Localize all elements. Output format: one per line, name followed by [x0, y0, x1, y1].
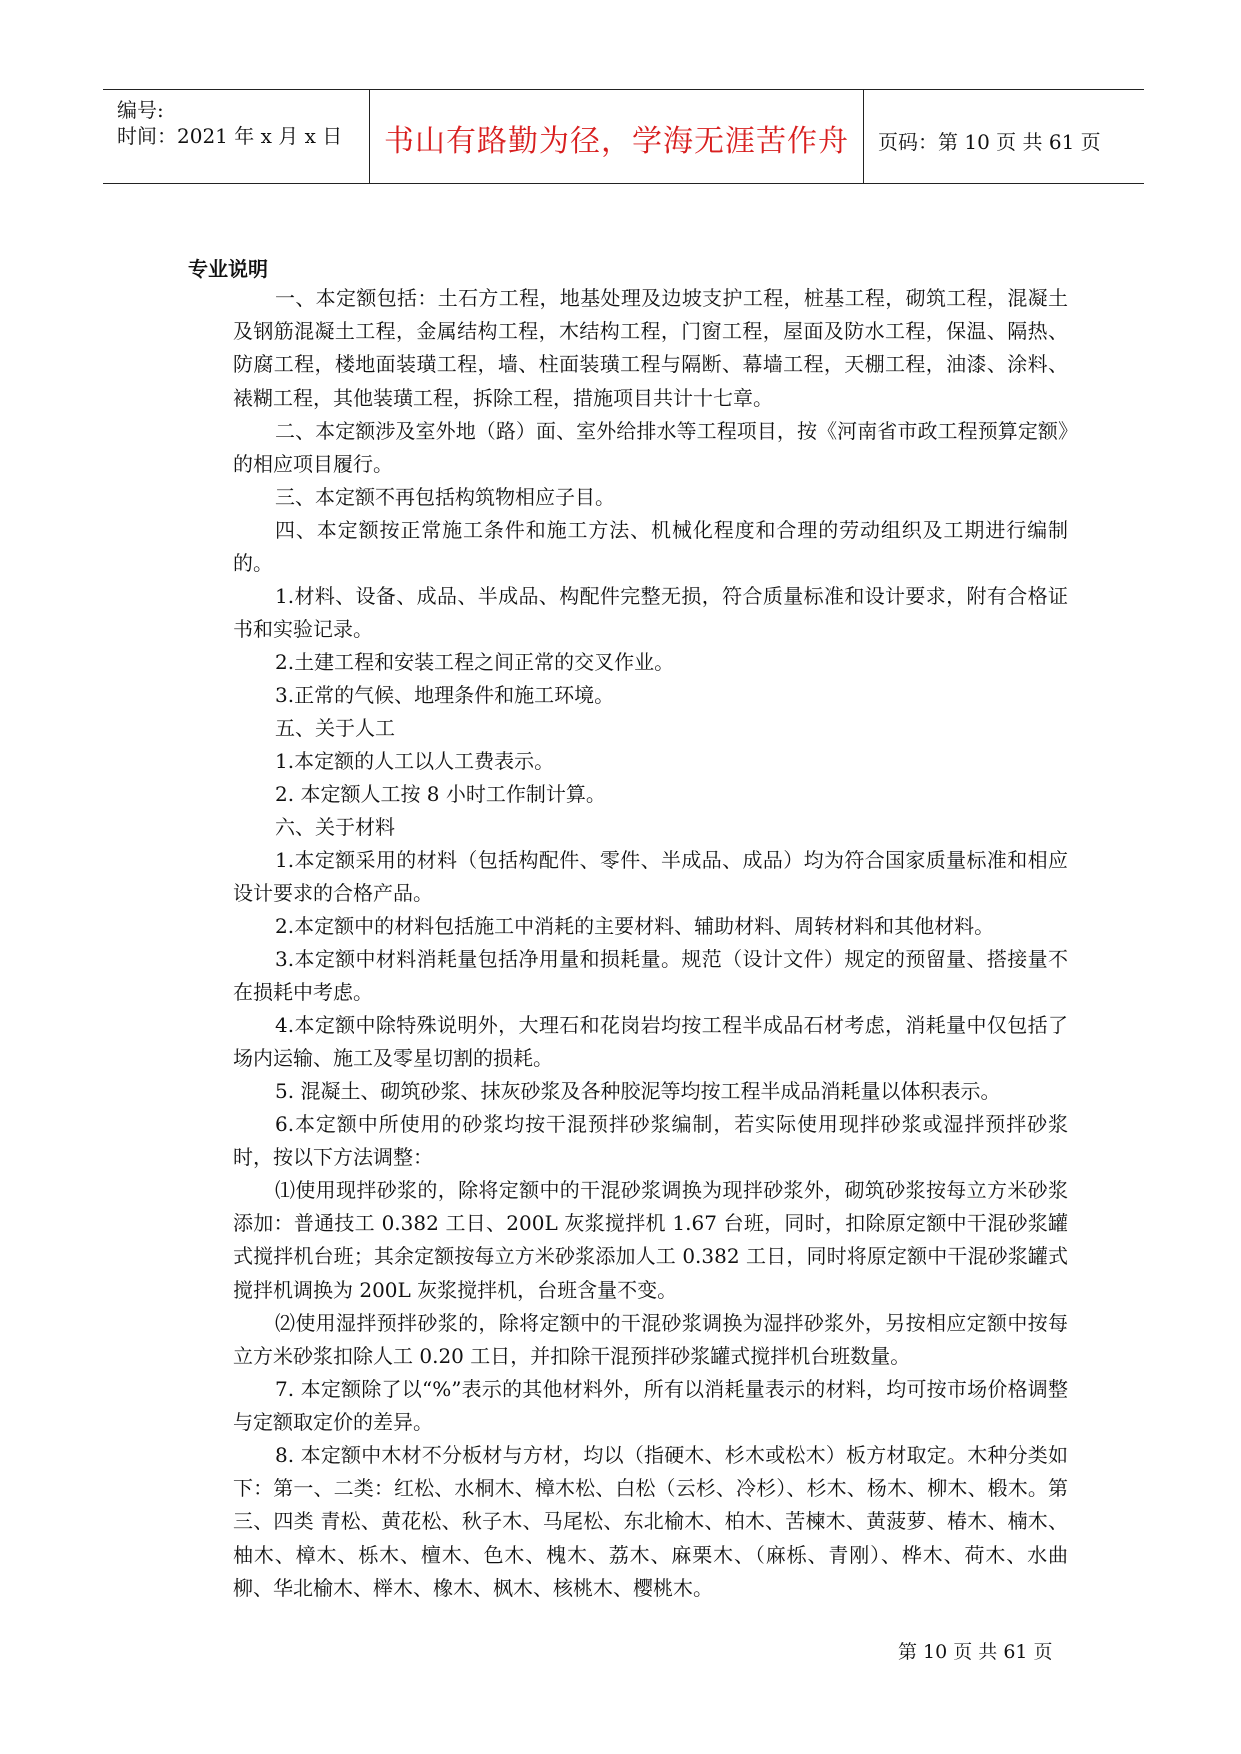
paragraph: 6.本定额中所使用的砂浆均按干混预拌砂浆编制，若实际使用现拌砂浆或湿拌预拌砂浆时，按以下方法调整：	[233, 1112, 1068, 1170]
paragraph: 7. 本定额除了以“%”表示的其他材料外，所有以消耗量表示的材料，均可按市场价格调整与定额取定价的差异。	[233, 1377, 1068, 1435]
header-info-cell	[103, 90, 370, 183]
paragraph: 一、本定额包括：土石方工程，地基处理及边坡支护工程，桩基工程，砌筑工程，混凝土及钢筋混凝土工程，金属结构工程，木结构工程，门窗工程，屋面及防水工程，保温、隔热、防腐工程，楼地面装璜工程，墙、柱面装璜工程与隔断、幕墙工程，天棚工程，油漆、涂料、裱糊工程，其他装璜工程，拆除工程，措施项目共计十七章。	[233, 286, 1068, 410]
document-time-label: 时间：2021 年 x 月 x 日	[117, 124, 343, 148]
paragraph: 4.本定额中除特殊说明外，大理石和花岗岩均按工程半成品石材考虑，消耗量中仅包括了场内运输、施工及零星切割的损耗。	[233, 1013, 1068, 1071]
header-page-code: 页码：第 10 页 共 61 页	[878, 130, 1101, 154]
paragraph: 二、本定额涉及室外地（路）面、室外给排水等工程项目，按《河南省市政工程预算定额》的相应项目履行。	[233, 419, 1068, 477]
paragraph: 2.土建工程和安装工程之间正常的交叉作业。	[275, 650, 675, 674]
paragraph: 六、关于材料	[275, 815, 395, 839]
section-title: 专业说明	[188, 257, 268, 281]
paragraph: 1.本定额采用的材料（包括构配件、零件、半成品、成品）均为符合国家质量标准和相应设计要求的合格产品。	[233, 848, 1068, 906]
page-footer: 第 10 页 共 61 页	[898, 1641, 1053, 1663]
paragraph: 四、本定额按正常施工条件和施工方法、机械化程度和合理的劳动组织及工期进行编制的。	[233, 518, 1068, 576]
paragraph: 1.本定额的人工以人工费表示。	[275, 749, 555, 773]
paragraph: 5. 混凝土、砌筑砂浆、抹灰砂浆及各种胶泥等均按工程半成品消耗量以体积表示。	[275, 1079, 1001, 1103]
header-motto: 书山有路勤为径，学海无涯苦作舟	[384, 124, 849, 159]
paragraph: 8. 本定额中木材不分板材与方材，均以（指硬木、杉木或松木）板方材取定。木种分类如下：第一、二类：红松、水桐木、樟木松、白松（云杉、冷杉）、杉木、杨木、柳木、椴木。第三、四类 青松、黄花松、秋子木、马尾松、东北榆木、柏木、苦楝木、黄菠萝、椿木、楠木、柚木、樟木、栎木、檀木、色木、槐木、荔木、麻栗木、（麻栎、青刚）、桦木、荷木、水曲柳、华北榆木、榉木、橡木、枫木、核桃木、樱桃木。	[233, 1443, 1068, 1600]
paragraph: ⑵使用湿拌预拌砂浆的，除将定额中的干混砂浆调换为湿拌砂浆外，另按相应定额中按每立方米砂浆扣除人工 0.20 工日，并扣除干混预拌砂浆罐式搅拌机台班数量。	[233, 1311, 1068, 1369]
header-page-cell	[864, 90, 1144, 183]
paragraph: 三、本定额不再包括构筑物相应子目。	[275, 485, 615, 509]
paragraph: ⑴使用现拌砂浆的，除将定额中的干混砂浆调换为现拌砂浆外，砌筑砂浆按每立方米砂浆添加：普通技工 0.382 工日、200L 灰浆搅拌机 1.67 台班，同时，扣除原定额中干混砂浆罐式搅拌机台班；其余定额按每立方米砂浆添加人工 0.382 工日，同时将原定额中干混砂浆罐式搅拌机调换为 200L 灰浆搅拌机，台班含量不变。	[233, 1178, 1068, 1302]
paragraph: 3.正常的气候、地理条件和施工环境。	[275, 683, 615, 707]
paragraph: 3.本定额中材料消耗量包括净用量和损耗量。规范（设计文件）规定的预留量、搭接量不在损耗中考虑。	[233, 947, 1068, 1005]
document-number-label: 编号:	[117, 98, 164, 122]
paragraph: 五、关于人工	[275, 716, 395, 740]
paragraph: 2. 本定额人工按 8 小时工作制计算。	[275, 782, 606, 806]
header-motto-cell	[370, 90, 864, 183]
paragraph: 1.材料、设备、成品、半成品、构配件完整无损，符合质量标准和设计要求，附有合格证书和实验记录。	[233, 584, 1068, 642]
page-header	[103, 89, 1144, 184]
paragraph: 2.本定额中的材料包括施工中消耗的主要材料、辅助材料、周转材料和其他材料。	[275, 914, 995, 938]
